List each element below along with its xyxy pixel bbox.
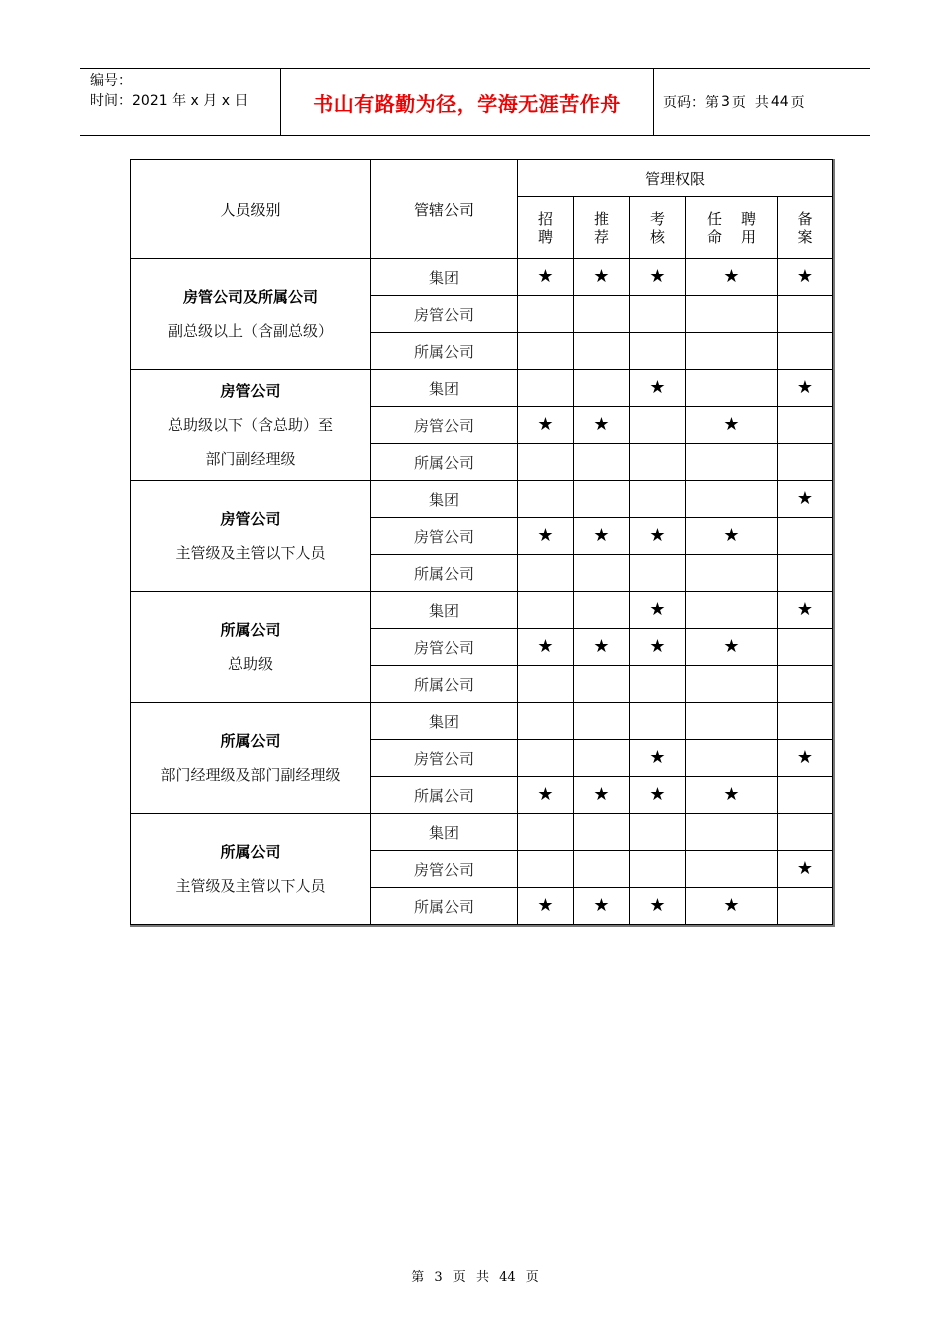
page-total: 44 [770,94,789,110]
permission-cell [686,370,778,407]
permission-cell [574,888,630,925]
star-icon: ★ [649,636,666,657]
star-icon: ★ [796,377,814,398]
company-cell: 房管公司 [371,851,518,888]
permission-cell [630,888,686,925]
permission-cell [518,851,574,888]
level-description: 副总级以上（含副总级） [167,322,333,340]
permission-cell [518,259,574,296]
permission-cell [574,851,630,888]
company-cell: 所属公司 [371,555,518,592]
permission-cell [778,518,833,555]
permission-cell [778,296,833,333]
star-icon: ★ [649,377,666,398]
star-icon: ★ [537,266,554,287]
footer-page-number: 3 [434,1270,443,1285]
level-title: 所属公司 [220,732,281,750]
level-cell [131,370,371,481]
level-title: 房管公司 [220,382,281,400]
permission-cell [630,518,686,555]
permission-cell [630,481,686,518]
level-description: 总助级 [227,655,273,673]
permission-cell [686,592,778,629]
permission-cell [686,518,778,555]
permission-cell [686,629,778,666]
permission-cell [574,259,630,296]
permission-cell [778,814,833,851]
permission-cell [686,703,778,740]
table-row [131,814,833,851]
permission-cell [574,777,630,814]
footer-page-total: 44 [499,1270,516,1285]
permission-cell [518,814,574,851]
perm-header-recommend: 推 荐 [574,197,630,259]
company-cell: 所属公司 [371,777,518,814]
company-cell: 所属公司 [371,666,518,703]
table-row [131,370,833,407]
permission-cell [778,481,833,518]
table-row [131,703,833,740]
company-cell: 集团 [371,481,518,518]
level-title: 所属公司 [220,843,281,861]
star-icon: ★ [649,266,666,287]
permission-cell [686,851,778,888]
permission-cell [778,851,833,888]
header-authority: 管理权限 [518,160,833,197]
star-icon: ★ [593,895,610,916]
company-cell: 所属公司 [371,333,518,370]
permission-cell [686,888,778,925]
company-cell: 房管公司 [371,296,518,333]
level-description: 部门经理级及部门副经理级 [160,766,341,784]
perm-header-appoint: 任 命 聘 用 [686,197,778,259]
level-cell [131,592,371,703]
footer-word: 第 [411,1270,425,1285]
permission-cell [630,666,686,703]
permission-cell [574,629,630,666]
header-divider [653,69,654,135]
footer-word: 共 [475,1270,489,1285]
permission-cell [574,740,630,777]
permission-cell [574,814,630,851]
table-row [131,592,833,629]
company-cell: 所属公司 [371,888,518,925]
page-footer [0,1266,950,1285]
company-cell: 所属公司 [371,444,518,481]
permission-cell [686,814,778,851]
star-icon: ★ [796,488,814,509]
permission-cell [778,666,833,703]
permission-cell [778,407,833,444]
company-cell: 集团 [371,814,518,851]
permission-cell [778,592,833,629]
permission-cell [630,851,686,888]
permission-cell [630,777,686,814]
permission-cell [778,888,833,925]
table-row [131,259,833,296]
star-icon: ★ [796,858,814,879]
permission-cell [686,333,778,370]
star-icon: ★ [593,266,610,287]
star-icon: ★ [796,599,814,620]
permission-cell [630,740,686,777]
star-icon: ★ [723,895,740,916]
permission-cell [518,296,574,333]
permission-cell [630,296,686,333]
permission-cell [686,740,778,777]
permission-cell [686,666,778,703]
permission-cell [518,481,574,518]
star-icon: ★ [593,636,610,657]
page-number: 3 [721,94,730,110]
permission-cell [778,555,833,592]
perm-header-assess: 考 核 [630,197,686,259]
star-icon: ★ [537,636,554,657]
permission-cell [518,333,574,370]
star-icon: ★ [593,525,610,546]
company-cell: 集团 [371,259,518,296]
star-icon: ★ [649,895,666,916]
permission-cell [518,777,574,814]
permission-cell [574,444,630,481]
document-number-label: 编号： [90,73,132,89]
star-icon: ★ [723,414,740,435]
permission-cell [574,333,630,370]
level-cell [131,481,371,592]
permission-cell [574,407,630,444]
star-icon: ★ [537,414,554,435]
permission-cell [630,407,686,444]
page-suffix: 页 [790,95,805,111]
star-icon: ★ [723,525,740,546]
permission-cell [686,777,778,814]
header-level: 人员级别 [131,160,371,259]
company-cell: 房管公司 [371,518,518,555]
permission-cell [686,407,778,444]
permission-cell [518,666,574,703]
permission-cell [686,481,778,518]
page-prefix: 页码：第 [663,95,719,111]
permission-cell [778,740,833,777]
perm-header-recruit: 招 聘 [518,197,574,259]
table-row [131,481,833,518]
company-cell: 房管公司 [371,629,518,666]
company-cell: 集团 [371,703,518,740]
header-motto: 书山有路勤为径，学海无涯苦作舟 [313,91,621,116]
permission-cell [630,814,686,851]
permission-cell [778,703,833,740]
document-date: 时间：2021 年 x 月 x 日 [90,93,249,109]
footer-word: 页 [452,1270,466,1285]
permission-cell [630,629,686,666]
star-icon: ★ [649,599,666,620]
star-icon: ★ [796,266,814,287]
permission-cell [518,407,574,444]
permission-cell [630,259,686,296]
permission-cell [574,703,630,740]
star-icon: ★ [796,747,814,768]
permission-cell [778,444,833,481]
permission-cell [686,555,778,592]
star-icon: ★ [649,525,666,546]
level-description: 总助级以下（含总助）至 [167,416,333,434]
star-icon: ★ [537,784,554,805]
permission-cell [518,703,574,740]
permission-cell [574,481,630,518]
star-icon: ★ [649,747,666,768]
permission-cell [686,259,778,296]
permission-cell [574,296,630,333]
permission-cell [630,333,686,370]
footer-word: 页 [525,1270,539,1285]
star-icon: ★ [593,414,610,435]
permission-cell [518,740,574,777]
header-page-info [663,69,807,135]
permission-cell [574,518,630,555]
star-icon: ★ [593,784,610,805]
permission-cell [630,592,686,629]
permission-cell [778,370,833,407]
level-title: 房管公司及所属公司 [182,288,318,306]
star-icon: ★ [723,266,740,287]
company-cell: 集团 [371,370,518,407]
permission-cell [778,333,833,370]
level-title: 所属公司 [220,621,281,639]
permission-cell [630,370,686,407]
level-cell [131,814,371,925]
star-icon: ★ [723,784,740,805]
page-mid: 页 共 [731,95,769,111]
level-cell [131,259,371,370]
permission-cell [686,296,778,333]
company-cell: 房管公司 [371,740,518,777]
document-header [80,68,870,136]
star-icon: ★ [723,636,740,657]
level-description: 部门副经理级 [205,450,296,468]
perm-header-file: 备 案 [778,197,833,259]
star-icon: ★ [537,525,554,546]
authority-table-wrap [130,159,835,927]
permission-cell [686,444,778,481]
permission-cell [518,592,574,629]
company-cell: 集团 [371,592,518,629]
permission-cell [778,259,833,296]
permission-cell [574,370,630,407]
permission-cell [518,518,574,555]
permission-cell [518,444,574,481]
level-cell [131,703,371,814]
permission-cell [518,555,574,592]
star-icon: ★ [537,895,554,916]
level-description: 主管级及主管以下人员 [175,877,326,895]
level-title: 房管公司 [220,510,281,528]
header-meta [90,71,280,111]
authority-table [130,159,833,925]
permission-cell [518,888,574,925]
permission-cell [574,555,630,592]
level-description: 主管级及主管以下人员 [175,544,326,562]
permission-cell [778,629,833,666]
permission-cell [630,703,686,740]
header-company: 管辖公司 [371,160,518,259]
permission-cell [574,592,630,629]
permission-cell [518,629,574,666]
permission-cell [518,370,574,407]
star-icon: ★ [649,784,666,805]
permission-cell [778,777,833,814]
permission-cell [630,555,686,592]
permission-cell [630,444,686,481]
permission-cell [574,666,630,703]
company-cell: 房管公司 [371,407,518,444]
